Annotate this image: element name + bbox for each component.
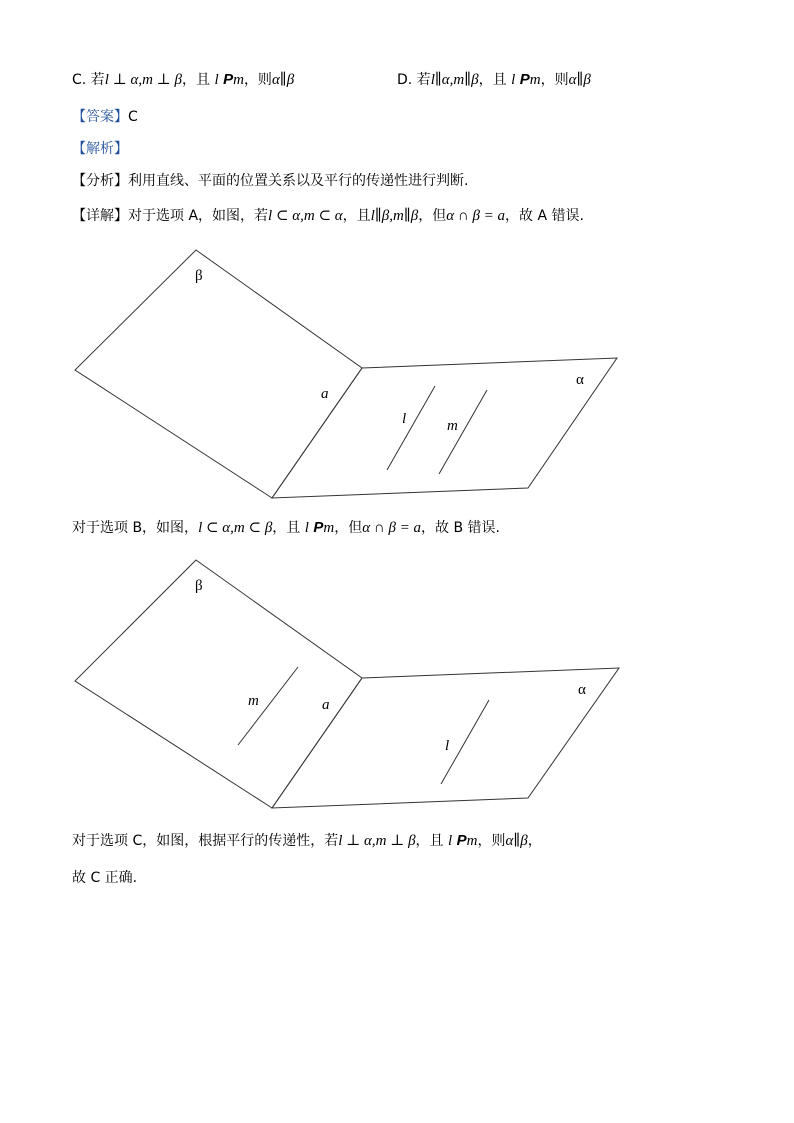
detail-line: [72, 206, 584, 226]
option-c-explain-line-m: m: [466, 833, 478, 849]
detail-text-1: 对于选项 A，如图，若: [128, 208, 269, 224]
option-b-math-3: α ∩ β = a: [362, 520, 422, 536]
label-l-2: l: [445, 738, 450, 754]
option-c-line-l: l: [214, 72, 219, 88]
answer-value: C: [128, 109, 138, 125]
option-c-explain-parallel-symbol: P: [456, 832, 467, 849]
line-m-2: [238, 667, 298, 745]
option-d-parallel-symbol: P: [519, 71, 530, 88]
label-a-1: a: [321, 386, 329, 402]
answer-tag: 【答案】: [72, 109, 128, 125]
fenxi-text: 利用直线、平面的位置关系以及平行的传递性进行判断.: [128, 173, 469, 189]
option-c-explain-math-3: α∥β: [505, 833, 528, 849]
option-b-text-2: ，且: [272, 520, 301, 536]
option-d-line: [397, 70, 591, 90]
detail-tag: 【详解】: [72, 208, 128, 224]
option-c-condition: l ⊥ α,m ⊥ β: [104, 72, 182, 88]
answer-line: [72, 107, 138, 127]
label-beta-1: β: [195, 268, 203, 284]
detail-math-1: l ⊂ α,m ⊂ α: [268, 208, 343, 224]
option-c-explain-math-1: l ⊥ α,m ⊥ β: [338, 833, 416, 849]
option-c-conclusion: α∥β: [271, 72, 295, 88]
option-c-sep1: ，且: [182, 72, 210, 88]
plane-beta-2: [75, 560, 362, 808]
line-l-1: [387, 386, 435, 470]
option-d-conclusion: α∥β: [568, 72, 591, 88]
option-c-explain-text-3: ，则: [477, 833, 506, 849]
option-b-parallel-symbol: P: [313, 519, 324, 536]
label-beta-2: β: [195, 578, 203, 594]
option-d-line-l: l: [511, 72, 516, 88]
detail-math-3: α ∩ β = a: [446, 208, 506, 224]
option-c-sep2: ，则: [243, 72, 272, 88]
detail-text-2: ，且: [342, 208, 371, 224]
plane-beta-1: [75, 250, 362, 498]
option-b-math-1: l ⊂ α,m ⊂ β: [198, 520, 273, 536]
option-d-line-m: m: [529, 72, 541, 88]
option-d-sep1: ，且: [478, 72, 507, 88]
fenxi-line: [72, 171, 468, 191]
option-b-text-1: 对于选项 B，如图，: [72, 520, 199, 536]
option-c-label: C. 若: [72, 72, 105, 88]
label-m-2: m: [248, 693, 259, 709]
option-c-explain-line-l: l: [448, 833, 453, 849]
option-c-explain-text-2: ，且: [415, 833, 444, 849]
detail-text-3: ，但: [418, 208, 447, 224]
option-c-line-m: m: [233, 72, 244, 88]
label-m-1: m: [447, 418, 458, 434]
option-c-line: [72, 70, 294, 90]
label-alpha-2: α: [578, 682, 586, 698]
option-d-label: D. 若: [397, 72, 431, 88]
option-d-condition: l∥α,m∥β: [430, 72, 479, 88]
option-c-explain-line: [72, 831, 542, 851]
analysis-line: [72, 139, 128, 159]
option-b-line-l: l: [304, 520, 309, 536]
fenxi-tag: 【分析】: [72, 173, 128, 189]
conclusion-line: [72, 868, 137, 888]
option-c-explain-text-4: ，: [527, 833, 542, 849]
analysis-tag: 【解析】: [72, 141, 128, 157]
option-c-explain-text-1: 对于选项 C，如图，根据平行的传递性，若: [72, 833, 339, 849]
label-l-1: l: [402, 411, 407, 427]
detail-text-4: ，故 A 错误.: [505, 208, 584, 224]
option-c-parallel-symbol: P: [223, 71, 234, 88]
detail-math-2: l∥β,m∥β: [370, 208, 419, 224]
conclusion-text: 故 C 正确.: [72, 870, 138, 886]
plane-alpha-1: [272, 358, 617, 498]
option-d-sep2: ，则: [540, 72, 569, 88]
option-b-line-m: m: [323, 520, 335, 536]
label-a-2: a: [322, 697, 330, 713]
figure-1: [0, 240, 794, 500]
option-b-line: [72, 518, 500, 538]
figure-2: [0, 552, 794, 812]
option-b-text-4: ，故 B 错误.: [421, 520, 501, 536]
label-alpha-1: α: [576, 372, 584, 388]
option-b-text-3: ，但: [334, 520, 363, 536]
